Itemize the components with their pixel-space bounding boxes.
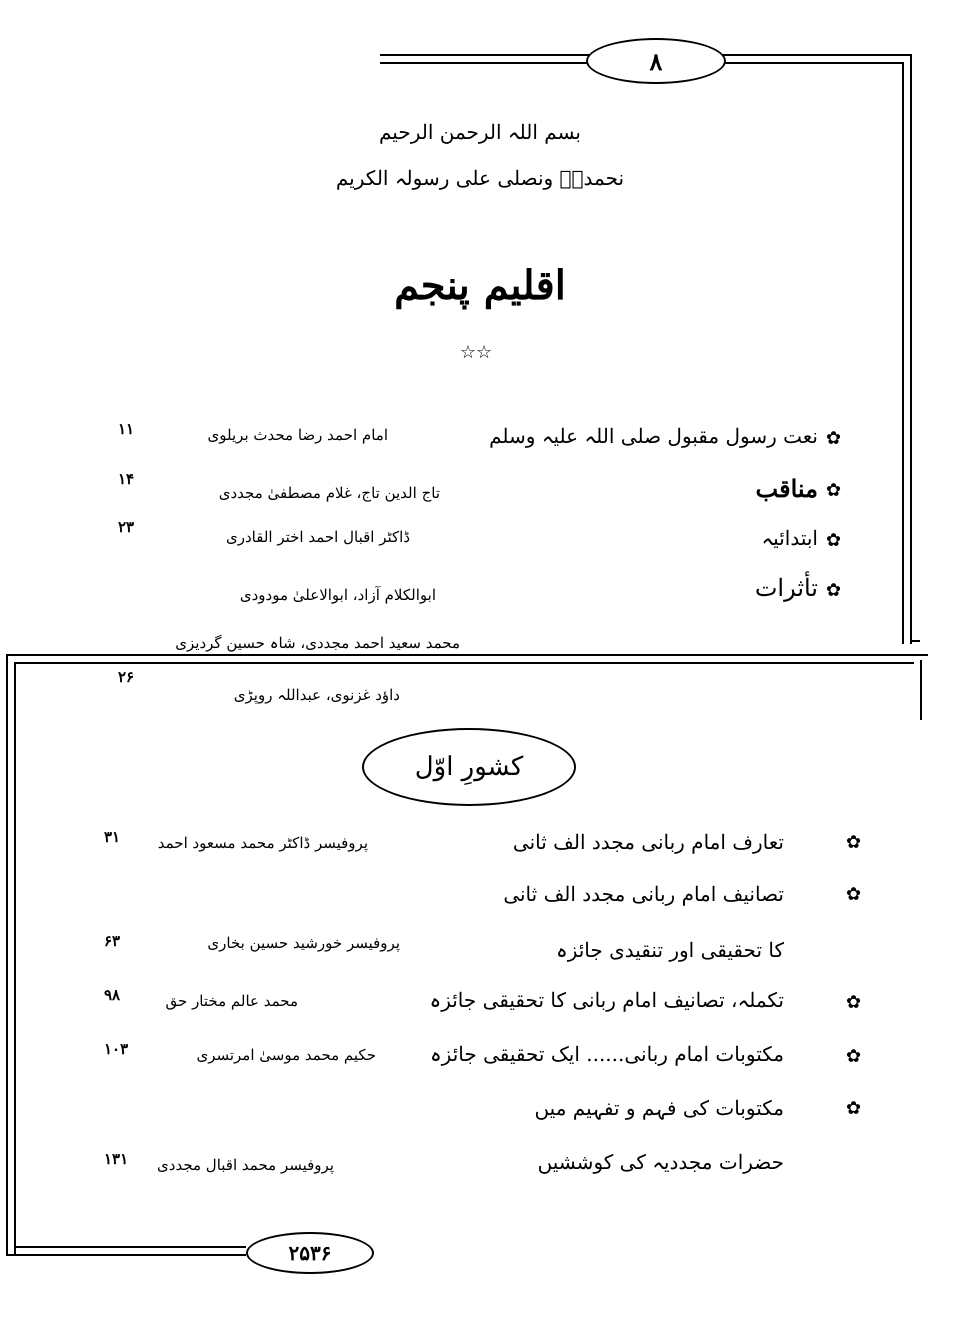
frame-bottom-line-outer [6, 1254, 246, 1256]
frame-bottom-line-inner [14, 1246, 246, 1248]
section2-title-oval [362, 728, 576, 806]
toc-entry-author: محمد سعید احمد مجددی، شاہ حسین گردیزی [175, 634, 460, 652]
frame-left-top-inner [14, 662, 914, 664]
toc-entry-title: مکتوبات امام ربانی...... ایک تحقیقی جائزہ [429, 1042, 784, 1066]
bullet-icon: ✿ [826, 530, 842, 551]
section2-title: کشورِ اوّل [414, 752, 524, 782]
toc-entry-title: نعت رسول مقبول صلی اللہ علیہ وسلم [489, 424, 818, 448]
section1-stars: ☆☆ [459, 342, 493, 363]
page-number-oval [586, 38, 726, 84]
bullet-icon: ✿ [846, 992, 862, 1013]
frame-right-break-1 [912, 640, 920, 642]
toc-entry-page: ۱۴ [118, 470, 135, 488]
toc-entry-page: ۱۰۳ [104, 1040, 129, 1058]
frame-left-line-outer [6, 654, 8, 1254]
toc-entry-title: تعارف امام ربانی مجدد الف ثانی [512, 830, 784, 854]
bullet-icon: ✿ [846, 832, 862, 853]
frame-right-lower-stub [920, 660, 922, 720]
section1-title: اقلیم پنجم [394, 262, 566, 309]
toc-entry-author: ابوالکلام آزاد، ابوالاعلیٰ مودودی [239, 586, 436, 604]
salutation: نحمدہٗ ونصلی علی رسولہ الکریم [335, 166, 625, 190]
toc-entry-author: حکیم محمد موسیٰ امرتسری [196, 1046, 376, 1064]
toc-entry-author: محمد عالم مختار حق [165, 992, 298, 1010]
bullet-icon: ✿ [846, 884, 862, 905]
bullet-icon: ✿ [826, 428, 842, 449]
running-number: ۲۵۳۶ [288, 1241, 332, 1265]
toc-entry-page: ۳۱ [104, 828, 121, 846]
toc-entry-page: ۹۸ [104, 986, 121, 1004]
toc-entry-page: ۲۶ [118, 668, 135, 686]
toc-entry-title: تأثرات [754, 574, 818, 602]
page-number: ۸ [649, 46, 663, 76]
toc-entry-author: تاج الدین تاج، غلام مصطفیٰ مجددی [218, 484, 440, 502]
toc-entry-author: داؤد غزنوی، عبداللہ روپڑی [233, 686, 400, 704]
bismillah: بسم اللہ الرحمن الرحیم [378, 120, 581, 144]
frame-left-line-inner [14, 662, 16, 1254]
toc-entry-title: ابتدائیہ [761, 526, 818, 550]
toc-entry-author: امام احمد رضا محدث بریلوی [207, 426, 388, 444]
toc-entry-title: تصانیف امام ربانی مجدد الف ثانی [503, 882, 784, 906]
toc-entry-author: پروفیسر محمد اقبال مجددی [157, 1156, 334, 1174]
bullet-icon: ✿ [846, 1098, 862, 1119]
bullet-icon: ✿ [846, 1046, 862, 1067]
frame-left-top-outer [6, 654, 928, 656]
bullet-icon: ✿ [826, 480, 842, 501]
frame-right-line-outer [910, 54, 912, 644]
toc-entry-author: پروفیسر ڈاکٹر محمد مسعود احمد [157, 834, 368, 852]
toc-entry-title-cont: حضرات مجددیہ کی کوششیں [537, 1150, 784, 1174]
running-number-oval [246, 1232, 374, 1274]
toc-entry-author: ڈاکٹر اقبال احمد اختر القادری [226, 528, 410, 546]
bullet-icon: ✿ [826, 580, 842, 601]
toc-entry-title-cont: کا تحقیقی اور تنقیدی جائزہ [555, 938, 784, 962]
toc-entry-page: ۲۳ [118, 518, 135, 536]
toc-entry-title: تکملہ، تصانیف امام ربانی کا تحقیقی جائزہ [429, 988, 784, 1012]
toc-entry-page: ۶۳ [104, 932, 121, 950]
frame-right-line-inner [902, 62, 904, 644]
toc-entry-page: ۱۱ [118, 420, 135, 438]
toc-entry-author: پروفیسر خورشید حسین بخاری [207, 934, 400, 952]
toc-entry-title: مکتوبات کی فہم و تفہیم میں [534, 1096, 784, 1120]
toc-entry-page: ۱۳۱ [104, 1150, 129, 1168]
toc-entry-title: مناقب [755, 474, 818, 503]
